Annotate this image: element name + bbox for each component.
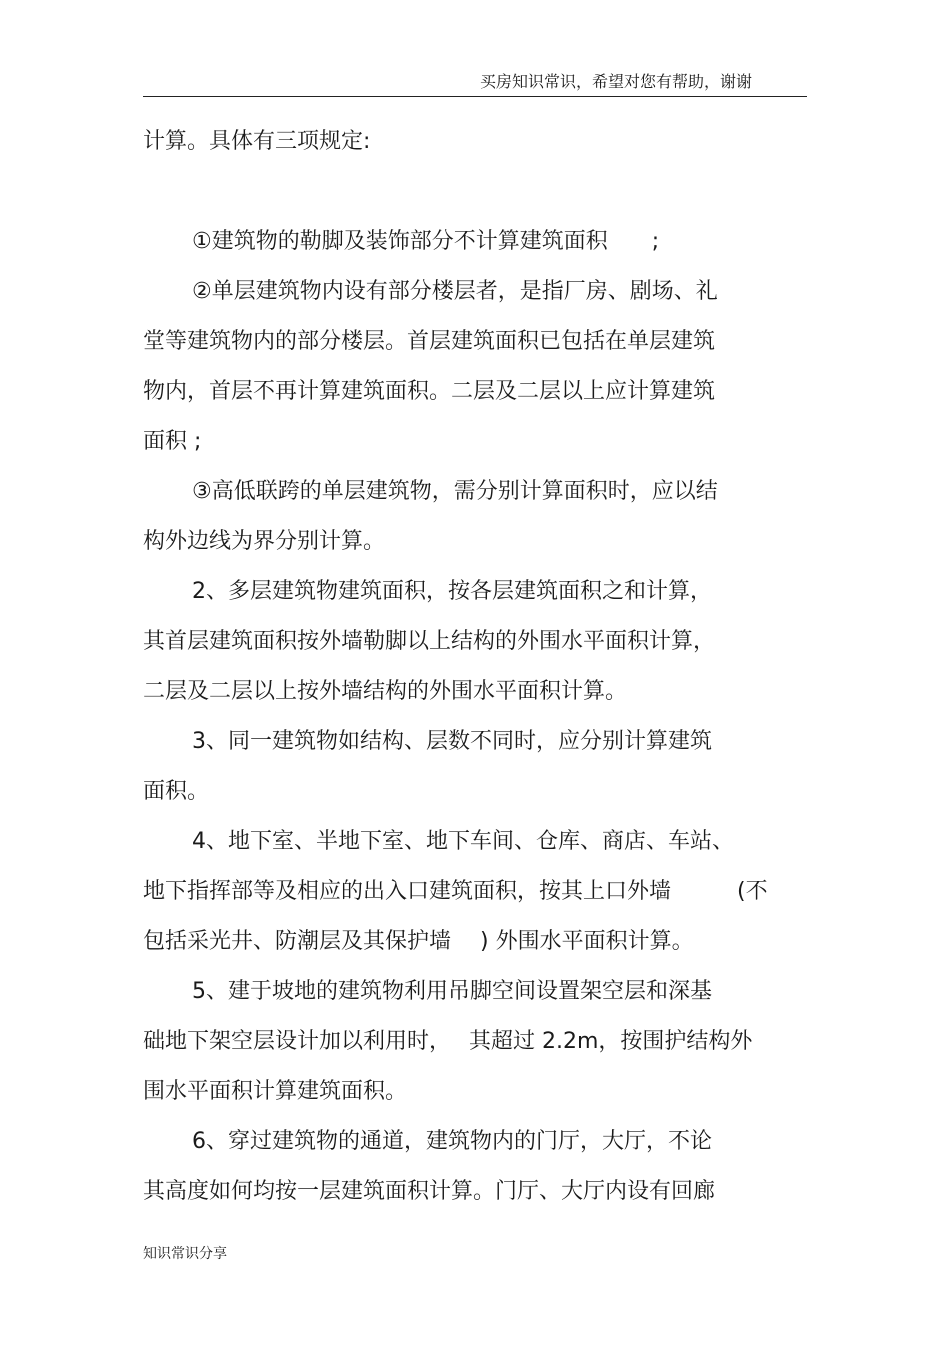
body-line: 5、建于坡地的建筑物利用吊脚空间设置架空层和深基 — [192, 979, 712, 1004]
body-line: 其首层建筑面积按外墙勒脚以上结构的外围水平面积计算， — [143, 629, 716, 654]
page-footer: 知识常识分享 — [143, 1246, 227, 1262]
body-line: ①建筑物的勒脚及装饰部分不计算建筑面积 ; — [192, 229, 660, 254]
body-line: 3、同一建筑物如结构、层数不同时，应分别计算建筑 — [192, 729, 712, 754]
body-line: 6、穿过建筑物的通道，建筑物内的门厅，大厅，不论 — [192, 1129, 712, 1154]
body-line: 地下指挥部等及相应的出入口建筑面积，按其上口外墙 (不 — [143, 879, 768, 904]
page-header — [143, 70, 807, 97]
header-rule — [143, 96, 807, 97]
body-line: 构外边线为界分别计算。 — [143, 529, 386, 554]
body-line: 础地下架空层设计加以利用时， 其超过 2.2m，按围护结构外 — [143, 1029, 753, 1054]
body-line: 二层及二层以上按外墙结构的外围水平面积计算。 — [143, 679, 628, 704]
body-line: ②单层建筑物内设有部分楼层者，是指厂房、剧场、礼 — [192, 279, 718, 304]
body-line: 面积。 — [143, 779, 210, 804]
body-line: 围水平面积计算建筑面积。 — [143, 1079, 408, 1104]
body-line: 计算。具体有三项规定: — [143, 129, 371, 154]
body-line: 堂等建筑物内的部分楼层。首层建筑面积已包括在单层建筑 — [143, 329, 716, 354]
header-text: 买房知识常识，希望对您有帮助，谢谢 — [479, 72, 752, 91]
body-line: 其高度如何均按一层建筑面积计算。门厅、大厅内设有回廊 — [143, 1179, 716, 1204]
body-line: 包括采光井、防潮层及其保护墙 ) 外围水平面积计算。 — [143, 929, 694, 954]
body-line: 2、多层建筑物建筑面积，按各层建筑面积之和计算， — [192, 579, 712, 604]
body-line: 4、地下室、半地下室、地下车间、仓库、商店、车站、 — [192, 829, 734, 854]
body-line: 面积 ; — [143, 429, 202, 454]
body-line: 物内，首层不再计算建筑面积。二层及二层以上应计算建筑 — [143, 379, 716, 404]
body-line: ③高低联跨的单层建筑物，需分别计算面积时，应以结 — [192, 479, 718, 504]
